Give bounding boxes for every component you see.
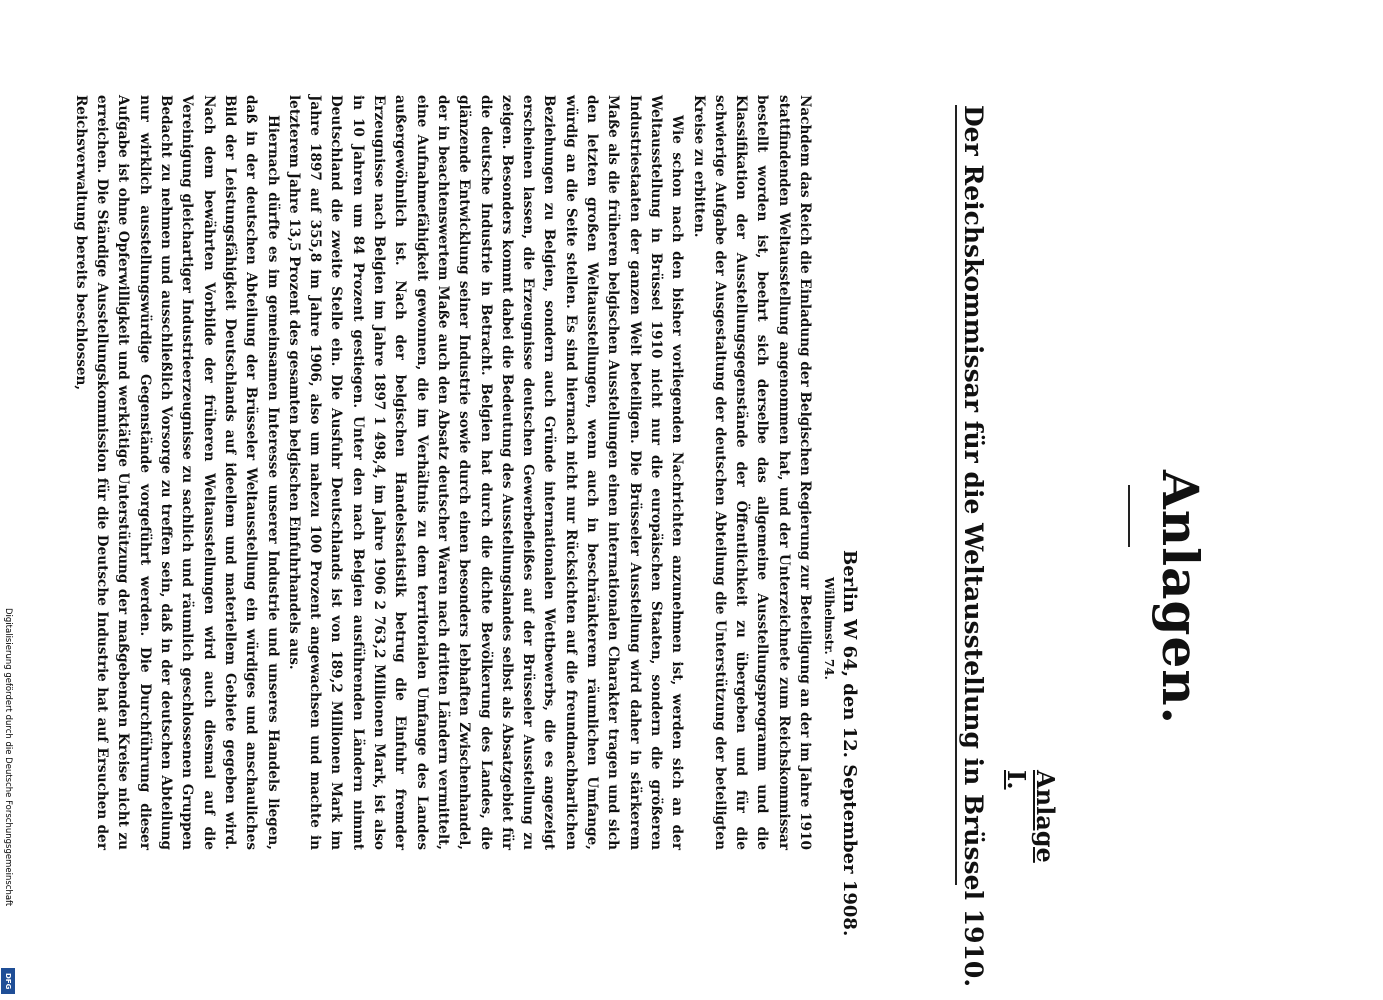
body-text xyxy=(70,95,815,850)
dfg-logo-icon: DFG xyxy=(1,968,15,994)
page-title: Anlagen. xyxy=(1151,470,1210,726)
annex-label: Anlage I. xyxy=(1002,770,1060,863)
document-heading: Der Reichskommissar für die Weltausstellung in Brüssel 1910. xyxy=(955,105,988,885)
paragraph: Nachdem das Reich die Einladung der Belgischen Regierung zur Beteiligung an der im Jahre 1910 stattfindenden Weltausstellung angenommen hat, und der Unterzeichnete zum Reichskommissar bestellt worden ist, beehrt sich derselbe das allgemeine Ausstellungsprogramm und die Klassifikation der Ausstellungsgegenstände der Öffentlichkeit zu übergeben und für die schwierige Aufgabe der Ausgestaltung der deutschen Abteilung die Unterstützung der beteiligten Kreise zu erbitten. xyxy=(690,95,813,850)
paragraph: Wie schon nach den bisher vorliegenden Nachrichten anzunehmen ist, werden sich an der Weltausstellung in Brüssel 1910 nicht nur die europäischen Staaten, sondern die größeren Industriestaaten der ganzen Welt beteiligen. Die Brüsseler Ausstellung wird daher in stärkerem Maße als die früheren belgischen Ausstellungen einen internationalen Charakter tragen und sich den letzten großen Weltausstellungen, wenn auch in beschränkterem räumlichen Umfange, würdig an die Seite stellen. Es sind hiernach nicht nur Rücksichten auf die freundnachbarlichen Beziehungen zu Belgien, sondern auch Gründe internationalen Wettbewerbs, die es angezeigt erscheinen lassen, die Erzeugnisse deutschen Gewerbefleißes auf der Brüsseler Ausstellung zu zeigen. Besonders kommt dabei die Bedeutung des Ausstellungslandes selbst als Absatzgebiet für die deutsche Industrie in Betracht. Belgien hat durch die dichte Bevölkerung des Landes, die glänzende Entwicklung seiner Industrie sowie durch einen besonders lebhaften Zwischenhandel, der in beachtenswertem Maße auch den Absatz deutscher Waren nach dritten Ländern vermittelt, eine Aufnahmefähigkeit gewonnen, die im Verhältnis zu dem territorialen Umfange des Landes außergewöhnlich ist. Nach der belgischen Handelsstatistik betrug die Einfuhr fremder Erzeugnisse nach Belgien im Jahre 1897 1 498,4, im Jahre 1906 2 763,2 Millionen Mark, ist also in 10 Jahren um 84 Prozent gestiegen. Unter den nach Belgien ausführenden Ländern nimmt Deutschland die zweite Stelle ein. Die Ausfuhr Deutschlands ist von 189,2 Millionen Mark im Jahre 1897 auf 355,8 im Jahre 1906, also um nahezu 100 Prozent angewachsen und machte in letzterem Jahre 13,5 Prozent des gesamten belgischen Einfuhrhandels aus. xyxy=(285,95,686,850)
title-divider xyxy=(1128,485,1130,547)
place-date: Berlin W 64, den 12. September 1908. xyxy=(839,550,860,937)
digitization-credit: Digitalisierung gefördert durch die Deutsche Forschungsgemeinschaft xyxy=(3,608,13,907)
digitization-sidebar xyxy=(0,0,16,1000)
paragraph: Hiernach dürfte es im gemeinsamen Interesse unserer Industrie und unseres Handels liegen, daß in der deutschen Abteilung der Brüsseler Weltausstellung ein würdiges und anschauliches Bild der Leistungsfähigkeit Deutschlands auf ideellem und materiellem Gebiete gegeben wird. Nach dem bewährten Vorbilde der früheren Weltausstellungen wird auch diesmal auf die Vereinigung gleichartiger Industrieerzeugnisse zu sachlich und räumlich geschlossenen Gruppen Bedacht zu nehmen und ausschließlich Vorsorge zu treffen sein, daß in der deutschen Abteilung nur wirklich ausstellungswürdige Gegenstände vorgeführt werden. Die Durchführung dieser Aufgabe ist ohne Opferwilligkeit und werktätige Unterstützung der maßgebenden Kreise nicht zu erreichen. Die Ständige Ausstellungskommission für die Deutsche Industrie hat auf Ersuchen der Reichsverwaltung bereits beschlossen, xyxy=(72,95,281,850)
rotated-document-page xyxy=(72,95,1210,988)
address: Wilhelmstr. 74. xyxy=(822,577,836,680)
